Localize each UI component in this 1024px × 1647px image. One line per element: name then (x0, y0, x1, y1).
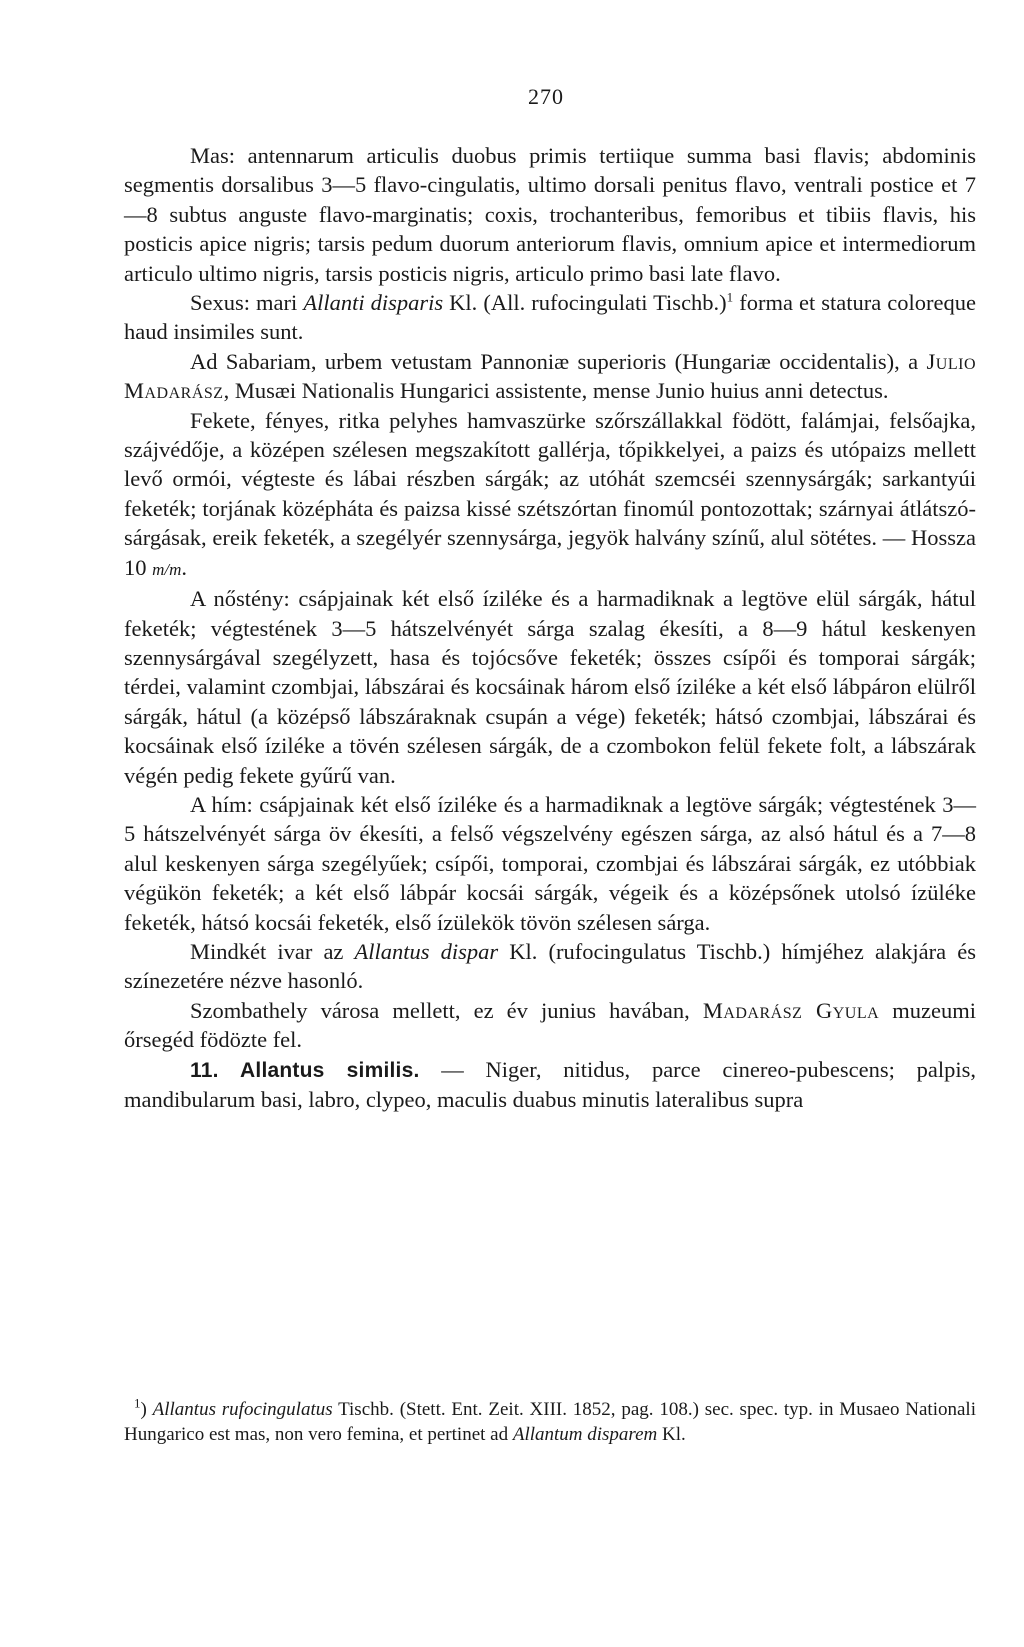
text-run: muzeumi őrsegéd födözte fel. (124, 997, 976, 1053)
body-text (124, 141, 976, 1114)
text-run: Mindkét ivar az (190, 938, 355, 964)
text-run: Szombathely városa mellett, ez év junius havában, (190, 997, 703, 1023)
unit-mm: m/m (152, 559, 182, 579)
paragraph-sexus (124, 288, 976, 347)
text-run: Fekete, fényes, ritka pelyhes hamvaszürke szőrszállakkal födött, falámjai, felsőajka, szájvédője, a középen szélesen megszakított gallérja, tőpikkelyei, a paizs és utópaizs mellett levő ormói, végteste és lábai részben sárgák; az utóhát szemcséi szennysárgák; sarkantyúi feketék; torjának középháta és paizsa kissé szétszórtan finomúl pontozottak; szárnyai átlátszó-sárgásak, ereik feketék, a szegélyér szennysárga, jegyök halvány színű, alul sötétes. — Hossza 10 (124, 407, 976, 580)
paragraph-description-hungarian (124, 406, 976, 584)
text-run: Mas: antennarum articulis duobus primis tertiique summa basi flavis; abdominis segmentis dorsalibus 3—5 flavo-cingulatis, ultimo dorsali penitus flavo, ventrali postice et 7—8 subtus anguste flavo-marginatis; coxis, trochanteribus, femoribus et tibiis flavis, his posticis apice nigris; tarsis pedum duorum anteriorum flavis, omnium apice et intermediorum articulo ultimo nigris, tarsis posticis nigris, articulo primo basi late flavo. (124, 143, 976, 286)
text-run: A hím: csápjainak két első íziléke és a harmadiknak a legtöve sárgák; végtestének 3—5 hátszelvényét sárga öv ékesíti, a felső végszelvény egészen sárga, az alsó hátul és a 7—8 alul keskenyen sárga szegélyűek; csípői, tomporai, czombjai és lábszárai sárgák, ez utóbbiak végükön feketék; a két első lábpár kocsái sárgák, végeik és a középsőnek utolsó ízüléke feketék, hátsó kocsái feketék, első ízülekök tövön szélesen sárga. (124, 791, 976, 935)
text-run: , Musæi Nationalis Hungarici assistente, mense Junio huius anni detectus. (223, 378, 889, 404)
footnote (124, 1395, 976, 1447)
italic-text: Allantus rufocingulatus (152, 1399, 333, 1420)
footnote-marker: 1 (726, 289, 734, 305)
text-run: — Niger, nitidus, parce cinereo-pubescens; palpis, mandibularum basi, labro, clypeo, maculis duabus minutis lateralibus supra (124, 1056, 976, 1112)
paragraph-species-allantus-similis (124, 1055, 976, 1115)
paragraph-comparison (124, 937, 976, 996)
text-run: . (181, 554, 188, 580)
italic-text: Allantus dispar (354, 938, 499, 964)
footnote-marker: 1 (134, 1395, 141, 1411)
species-heading: 11. Allantus similis. (190, 1058, 420, 1082)
text-run: Kl. (657, 1423, 686, 1445)
text-run: Sexus: mari (190, 290, 304, 316)
text-run: A nőstény: csápjainak két első íziléke és a harmadiknak a legtöve elül sárgák, hátul feketék; végtestének 3—5 hátszelvényét sárga szalag ékesíti, a 8—9 hátul keskenyen szennysárgával szegélyzett, hasa és tojócsőve feketék; összes csípői és tomporai sárgák; térdei, valamint czombjai, lábszárai és kocsáinak három első íziléke a két első lábpáron elülről sárgák, hátul (a középső lábszáraknak csupán a vége) feketék; hátsó czombjai, lábszárai és kocsáinak első íziléke a tövén szélesen sárgák, de a czombokon felül fekete folt, a lábszárak végén pedig fekete gyűrű van. (124, 586, 976, 788)
italic-text: Allanti disparis (303, 290, 444, 316)
paragraph-locality-hungarian (124, 996, 976, 1055)
paragraph-female (124, 584, 976, 790)
small-caps-name: Julio Madarász (124, 348, 976, 404)
text-run: Kl. (All. rufocingulati Tischb.) (443, 290, 727, 316)
text-run: Tischb. (Stett. Ent. Zeit. XIII. 1852, pag. 108.) sec. spec. typ. in Musaeo Nationali Hungarico est mas, non vero femina, et pertinet ad (124, 1399, 976, 1445)
text-run: Ad Sabariam, urbem vetustam Pannoniæ superioris (Hungariæ occidentalis), a (190, 348, 927, 374)
paragraph-male (124, 790, 976, 937)
paragraph-mas (124, 141, 976, 288)
footnote-text (124, 1395, 976, 1447)
page-number: 270 (528, 84, 564, 109)
text-run: Kl. (rufocingulatus Tischb.) hímjéhez alakjára és színezetére nézve hasonló. (124, 938, 976, 994)
italic-text: Allantum disparem (512, 1423, 658, 1445)
text-run: forma et statura coloreque haud insimiles sunt. (124, 290, 976, 345)
small-caps-name: Madarász Gyula (702, 997, 880, 1023)
paragraph-locality-latin (124, 347, 976, 406)
text-run: ) (140, 1399, 153, 1420)
